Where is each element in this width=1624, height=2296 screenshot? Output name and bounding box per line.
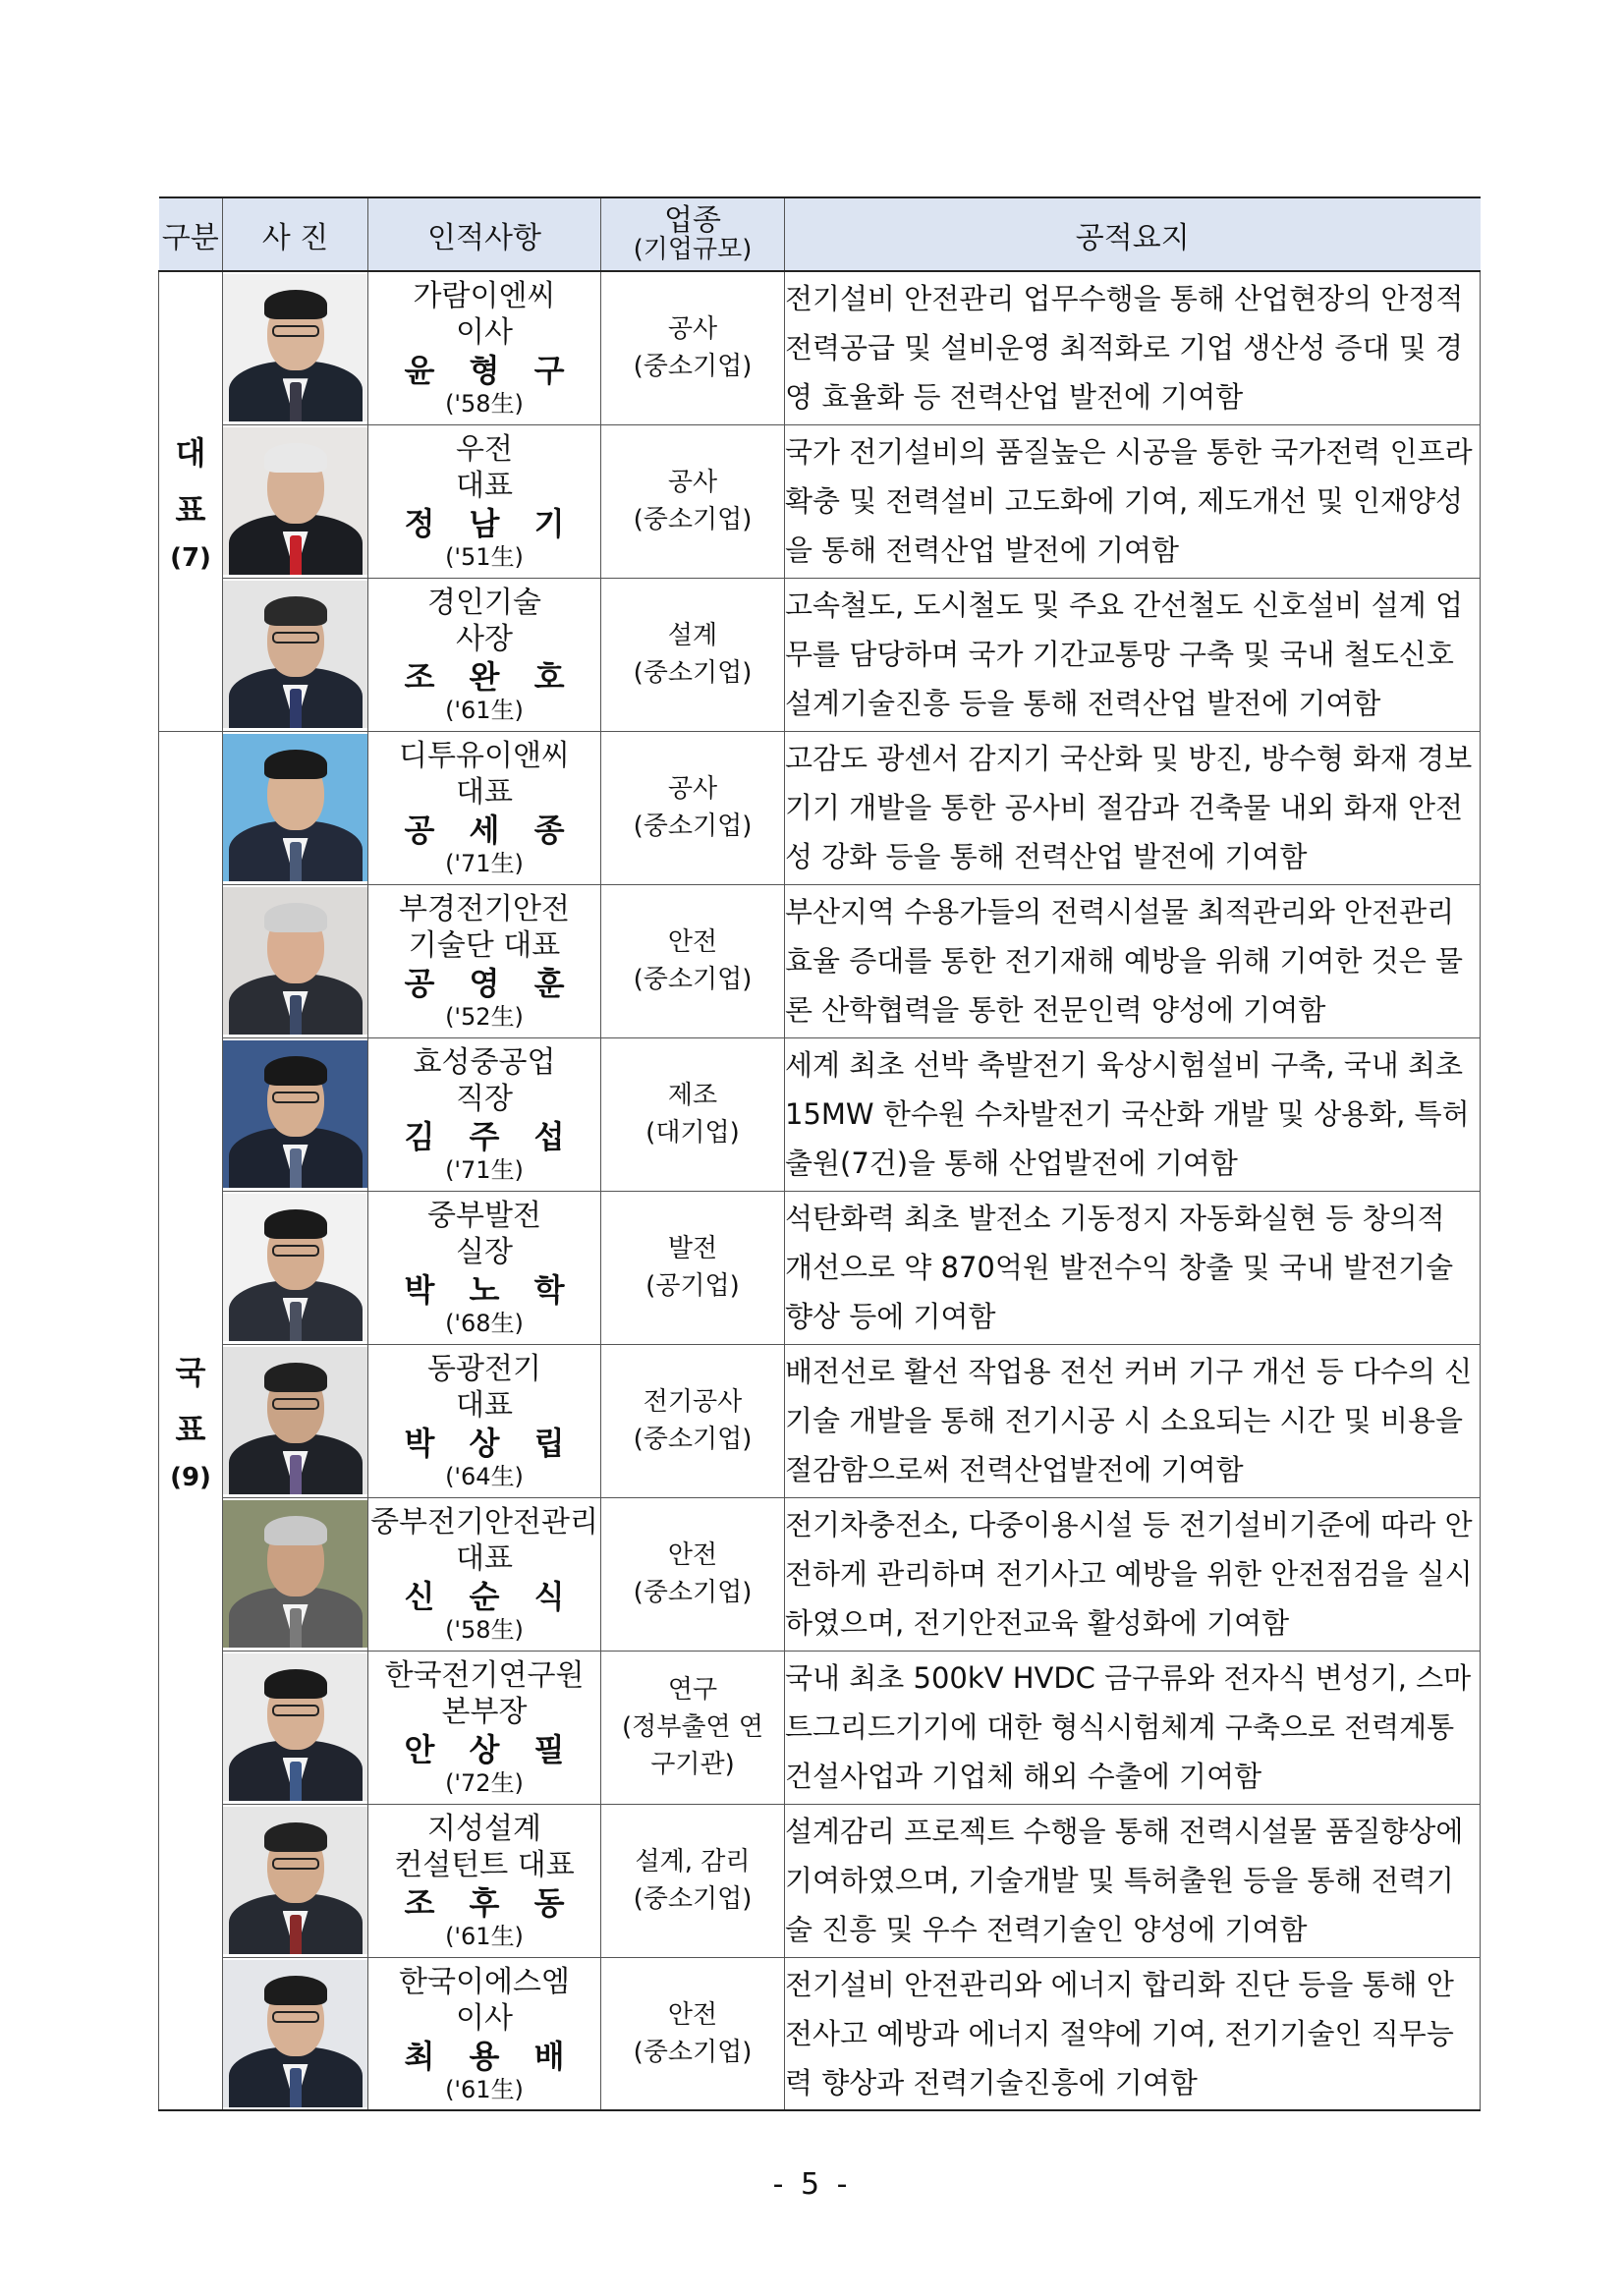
portrait-photo [223, 734, 367, 881]
table-header-row [159, 197, 1481, 271]
category-count: (9) [170, 1462, 211, 1492]
organization-name: 부경전기안전 [399, 892, 570, 926]
photo-cell [223, 1957, 368, 2110]
personal-info-cell [368, 731, 601, 884]
birth-year: ('58生) [445, 1616, 524, 1644]
person-name: 박 노 학 [404, 1271, 577, 1309]
person-name: 김 주 섭 [404, 1118, 577, 1155]
organization-name: 효성중공업 [413, 1045, 556, 1080]
position-title: 대표 [456, 1388, 513, 1423]
industry-type: 안전 [667, 927, 718, 957]
photo-cell [223, 1191, 368, 1344]
position-title: 대표 [456, 775, 513, 810]
portrait-glasses [272, 632, 319, 644]
personal-info-cell [368, 1651, 601, 1804]
organization-name: 동광전기 [427, 1352, 541, 1386]
personal-info-cell [368, 1497, 601, 1651]
achievement-cell: 석탄화력 최초 발전소 기동정지 자동화실현 등 창의적 개선으로 약 870억원 발전수익 창출 및 국내 발전기술 향상 등에 기여함 [785, 1191, 1481, 1344]
position-title: 이사 [456, 2000, 513, 2036]
photo-cell [223, 424, 368, 578]
portrait-hair [264, 1056, 327, 1086]
portrait-photo [223, 274, 367, 421]
portrait-glasses [272, 1858, 319, 1870]
company-size: (중소기업) [633, 505, 753, 534]
portrait-tie [290, 842, 302, 881]
personal-info-cell [368, 578, 601, 731]
company-size: (중소기업) [633, 1425, 753, 1454]
birth-year: ('61生) [445, 1923, 524, 1950]
portrait-hair [264, 1516, 327, 1545]
personal-info-cell [368, 1037, 601, 1191]
achievement-cell: 부산지역 수용가들의 전력시설물 최적관리와 안전관리 효율 증대를 통한 전기재해 예방을 위해 기여한 것은 물론 산학협력을 통한 전문인력 양성에 기여함 [785, 884, 1481, 1037]
industry-cell [601, 1037, 785, 1191]
company-size: (대기업) [645, 1118, 740, 1148]
birth-year: ('68生) [445, 1310, 524, 1337]
birth-year: ('72生) [445, 1769, 524, 1797]
personal-info-cell [368, 1804, 601, 1957]
achievement-cell: 배전선로 활선 작업용 전선 커버 기구 개선 등 다수의 신기술 개발을 통해 전기시공 시 소요되는 시간 및 비용을 절감함으로써 전력산업발전에 기여함 [785, 1344, 1481, 1497]
birth-year: ('61生) [445, 2075, 524, 2103]
photo-cell [223, 1037, 368, 1191]
table-row [159, 424, 1481, 578]
portrait-hair [264, 443, 327, 473]
person-name: 정 남 기 [404, 505, 577, 542]
photo-cell [223, 1804, 368, 1957]
table-row [159, 271, 1481, 424]
industry-type: 연구 [667, 1675, 718, 1705]
company-size: (중소기업) [633, 1884, 753, 1914]
organization-name: 중부발전 [427, 1199, 541, 1233]
table-row [159, 1191, 1481, 1344]
industry-type: 안전 [667, 1999, 718, 2030]
table-row [159, 1957, 1481, 2110]
industry-cell [601, 578, 785, 731]
organization-name: 중부전기안전관리 [370, 1505, 598, 1540]
table-row [159, 1497, 1481, 1651]
portrait-photo [223, 1347, 367, 1494]
industry-cell [601, 1804, 785, 1957]
personal-info-cell [368, 1957, 601, 2110]
industry-cell [601, 1344, 785, 1497]
birth-year: ('52生) [445, 1003, 524, 1031]
portrait-tie [290, 995, 302, 1035]
industry-type: 공사 [667, 314, 718, 345]
birth-year: ('51生) [445, 543, 524, 571]
industry-cell [601, 1497, 785, 1651]
portrait-glasses [272, 325, 319, 337]
company-size: (중소기업) [633, 1578, 753, 1607]
position-title: 대표 [456, 469, 513, 503]
industry-cell [601, 884, 785, 1037]
birth-year: ('71生) [445, 1156, 524, 1184]
achievement-cell: 설계감리 프로젝트 수행을 통해 전력시설물 품질향상에 기여하였으며, 기술개발 및 특허출원 등을 통해 전력기술 진흥 및 우수 전력기술인 양성에 기여함 [785, 1804, 1481, 1957]
portrait-hair [264, 750, 327, 779]
achievement-cell: 세계 최초 선박 축발전기 육상시험설비 구축, 국내 최초 15MW 한수원 수차발전기 국산화 개발 및 상용화, 특허출원(7건)을 통해 산업발전에 기여함 [785, 1037, 1481, 1191]
position-title: 본부장 [441, 1695, 528, 1729]
portrait-glasses [272, 2011, 319, 2023]
portrait-photo [223, 887, 367, 1035]
organization-name: 우전 [456, 432, 513, 467]
company-size: (중소기업) [633, 2037, 753, 2067]
photo-cell [223, 731, 368, 884]
industry-type: 공사 [667, 774, 718, 804]
company-size: (정부출연 연구기관) [622, 1712, 763, 1779]
table-row [159, 1804, 1481, 1957]
photo-cell [223, 1497, 368, 1651]
company-size: (중소기업) [633, 812, 753, 841]
portrait-tie [290, 2068, 302, 2107]
achievement-cell: 전기설비 안전관리 업무수행을 통해 산업현장의 안정적 전력공급 및 설비운영 최적화로 기업 생산성 증대 및 경영 효율화 등 전력산업 발전에 기여함 [785, 271, 1481, 424]
portrait-hair [264, 1363, 327, 1392]
portrait-tie [290, 1762, 302, 1801]
header-photo: 사 진 [223, 197, 368, 271]
header-industry-main: 업종 [664, 202, 721, 238]
birth-year: ('64生) [445, 1463, 524, 1490]
person-name: 공 세 종 [404, 812, 577, 849]
portrait-photo [223, 581, 367, 728]
portrait-tie [290, 1148, 302, 1188]
position-title: 사장 [456, 622, 513, 656]
position-title: 컨설턴트 대표 [394, 1848, 575, 1882]
header-industry [601, 197, 785, 271]
header-category: 구분 [159, 197, 223, 271]
page-number: - 5 - [772, 2167, 852, 2202]
portrait-glasses [272, 1092, 319, 1103]
portrait-tie [290, 382, 302, 421]
category-label-line2: 표 [175, 1410, 206, 1448]
photo-cell [223, 884, 368, 1037]
person-name: 윤 형 구 [404, 352, 577, 390]
photo-cell [223, 578, 368, 731]
portrait-hair [264, 1669, 327, 1699]
industry-type: 제조 [667, 1081, 718, 1110]
position-title: 실장 [456, 1235, 513, 1269]
achievement-cell: 전기설비 안전관리와 에너지 합리화 진단 등을 통해 안전사고 예방과 에너지 절약에 기여, 전기기술인 직무능력 향상과 전력기술진흥에 기여함 [785, 1957, 1481, 2110]
organization-name: 경인기술 [427, 586, 541, 620]
header-personal-info: 인적사항 [368, 197, 601, 271]
company-size: (중소기업) [633, 965, 753, 994]
portrait-hair [264, 1976, 327, 2005]
industry-type: 설계 [667, 621, 718, 650]
industry-cell [601, 271, 785, 424]
category-label-line1: 국 [175, 1353, 206, 1391]
award-table [158, 196, 1481, 2111]
portrait-tie [290, 1915, 302, 1954]
portrait-tie [290, 1608, 302, 1648]
industry-cell [601, 1191, 785, 1344]
portrait-tie [290, 689, 302, 728]
portrait-glasses [272, 1398, 319, 1410]
category-count: (7) [170, 543, 211, 574]
photo-cell [223, 271, 368, 424]
industry-cell [601, 1651, 785, 1804]
organization-name: 한국전기연구원 [384, 1658, 585, 1693]
person-name: 공 영 훈 [404, 965, 577, 1002]
industry-cell [601, 731, 785, 884]
person-name: 안 상 필 [404, 1731, 577, 1768]
header-industry-sub: (기업규모) [633, 234, 753, 264]
portrait-hair [264, 1209, 327, 1239]
portrait-photo [223, 1500, 367, 1648]
industry-type: 발전 [667, 1234, 718, 1263]
personal-info-cell [368, 271, 601, 424]
industry-type: 안전 [667, 1540, 718, 1570]
table-row [159, 1037, 1481, 1191]
company-size: (중소기업) [633, 352, 753, 382]
industry-type: 설계, 감리 [635, 1847, 751, 1876]
portrait-hair [264, 1822, 327, 1852]
header-achievement: 공적요지 [785, 197, 1481, 271]
portrait-hair [264, 290, 327, 319]
person-name: 박 상 립 [404, 1425, 577, 1462]
portrait-photo [223, 1194, 367, 1341]
category-cell [159, 731, 223, 2110]
portrait-tie [290, 1455, 302, 1494]
company-size: (공기업) [645, 1271, 740, 1301]
birth-year: ('61生) [445, 697, 524, 724]
achievement-cell: 전기차충전소, 다중이용시설 등 전기설비기준에 따라 안전하게 관리하며 전기사고 예방을 위한 안전점검을 실시하였으며, 전기안전교육 활성화에 기여함 [785, 1497, 1481, 1651]
table-row [159, 731, 1481, 884]
personal-info-cell [368, 1191, 601, 1344]
person-name: 조 완 호 [404, 658, 577, 696]
table-row [159, 1344, 1481, 1497]
achievement-cell: 국가 전기설비의 품질높은 시공을 통한 국가전력 인프라 확충 및 전력설비 고도화에 기여, 제도개선 및 인재양성을 통해 전력산업 발전에 기여함 [785, 424, 1481, 578]
table-row [159, 1651, 1481, 1804]
position-title: 이사 [456, 315, 513, 351]
industry-type: 공사 [667, 468, 718, 497]
achievement-cell: 국내 최초 500kV HVDC 금구류와 전자식 변성기, 스마트그리드기기에 대한 형식시험체계 구축으로 전력계통 건설사업과 기업체 해외 수출에 기여함 [785, 1651, 1481, 1804]
portrait-tie [290, 1302, 302, 1341]
category-label-line1: 대 [175, 434, 206, 473]
birth-year: ('58生) [445, 390, 524, 419]
category-label-line2: 표 [175, 491, 206, 530]
portrait-photo [223, 427, 367, 575]
category-cell [159, 271, 223, 731]
company-size: (중소기업) [633, 658, 753, 688]
portrait-tie [290, 535, 302, 575]
organization-name: 한국이에스엠 [399, 1964, 570, 1999]
position-title: 직장 [456, 1082, 513, 1116]
portrait-hair [264, 903, 327, 932]
personal-info-cell [368, 424, 601, 578]
industry-cell [601, 424, 785, 578]
personal-info-cell [368, 1344, 601, 1497]
organization-name: 디투유이앤씨 [399, 739, 570, 773]
portrait-glasses [272, 1705, 319, 1716]
portrait-photo [223, 1653, 367, 1801]
industry-cell [601, 1957, 785, 2110]
achievement-cell: 고감도 광센서 감지기 국산화 및 방진, 방수형 화재 경보기기 개발을 통한 공사비 절감과 건축물 내외 화재 안전성 강화 등을 통해 전력산업 발전에 기여함 [785, 731, 1481, 884]
industry-type: 전기공사 [643, 1387, 743, 1417]
achievement-cell: 고속철도, 도시철도 및 주요 간선철도 신호설비 설계 업무를 담당하며 국가 기간교통망 구축 및 국내 철도신호 설계기술진흥 등을 통해 전력산업 발전에 기여함 [785, 578, 1481, 731]
organization-name: 지성설계 [427, 1812, 541, 1846]
portrait-photo [223, 1040, 367, 1188]
organization-name: 가람이엔씨 [413, 279, 556, 314]
personal-info-cell [368, 884, 601, 1037]
table-row [159, 578, 1481, 731]
person-name: 신 순 식 [404, 1578, 577, 1615]
photo-cell [223, 1344, 368, 1497]
birth-year: ('71生) [445, 850, 524, 877]
portrait-hair [264, 596, 327, 626]
position-title: 기술단 대표 [408, 928, 561, 963]
portrait-glasses [272, 1245, 319, 1257]
person-name: 조 후 동 [404, 1884, 577, 1922]
table-row [159, 884, 1481, 1037]
position-title: 대표 [456, 1541, 513, 1576]
portrait-photo [223, 1807, 367, 1954]
person-name: 최 용 배 [404, 2037, 577, 2075]
photo-cell [223, 1651, 368, 1804]
portrait-photo [223, 1960, 367, 2107]
